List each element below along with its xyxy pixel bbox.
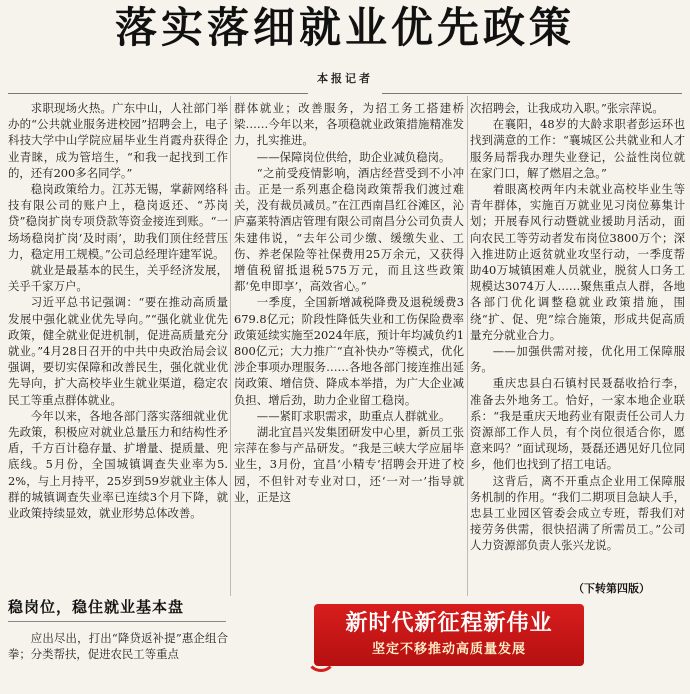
paragraph: “之前受疫情影响，酒店经营受到不小冲击。正是一系列惠企稳岗政策帮我们渡过难关，没有裁员减员。”在江西南昌红谷滩区，沁庐嘉莱特酒店管理有限公司南昌分公司负责人朱建伟说，“去年公司少缴、缓缴失业、工伤、养老保险等社保费用25万余元，又获得增值税留抵退税575万元，而且这些政策都‘免申即享’，高效省心。” [234,165,464,294]
paragraph: 着眼离校两年内未就业高校毕业生等青年群体，实施百万就业见习岗位募集计划；开展春风行动暨就业援助月活动，面向农民工等劳动者发布岗位3800万个；深入推进防止返贫就业攻坚行动，一季度帮助40万城镇困难人员就业，脱贫人口务工规模达3074万人……聚焦重点人群，各地各部门优化调整稳就业政策措施，围绕“扩、促、兜”综合施策，形成共促高质量充分就业合力。 [470,182,685,342]
paragraph: 群体就业；改善服务，为招工务工搭建桥梁……今年以来，各项稳就业政策措施精准发力，扎实推进。 [234,101,464,148]
section-subheading: 稳岗位，稳住就业基本盘 [8,598,185,616]
byline: 本报记者 [317,72,373,85]
paragraph: ——保障岗位供给，助企业减负稳岗。 [256,149,451,164]
article-column-2 [234,100,464,656]
paragraph: 应出尽出，打出“降贷返补提”惠企组合拳；分类帮扶，促进农民工等重点 [8,631,228,662]
paragraph: 湖北宜昌兴发集团研发中心里，新员工张宗萍在参与产品研发。“我是三峡大学应届毕业生，3月份，宜昌‘小精专’招聘会开进了校园，不但针对专业对口，还‘一对一’指导就业，正是这 [234,425,464,504]
page-headline: 落实落细就业优先政策 [114,3,575,52]
banner-subtitle: 坚定不移推动高质量发展 [371,642,526,657]
article-column-1 [8,100,228,582]
paragraph: 这背后，离不开重点企业用工保障服务机制的作用。“我们二期项目急缺人手，忠县工业园区管委会成立专班，帮我们对接劳务供需，很快招满了所需员工。”公司人力资源部负责人张兴龙说。 [470,473,685,553]
paragraph: ——紧盯求职需求，助重点人群就业。 [256,408,451,423]
paragraph: ——加强供需对接，优化用工保障服务。 [470,344,685,375]
continued-note: （下转第四版） [573,582,650,595]
banner-swoosh-icon [306,642,336,672]
byline-rule-right [382,93,682,94]
column-divider [467,96,468,596]
paragraph: 一季度，全国新增减税降费及退税缓费3679.8亿元；阶段性降低失业和工伤保险费率政策延续实施至2024年底，预计年均减负约1800亿元；大力推广“直补快办”等模式，优化涉企事项办理服务……各地各部门接连推出延岗政策、增信贷、降成本举措，为广大企业减负担、增后劲，助力企业留工稳岗。 [234,295,464,407]
paragraph: 就业是最基本的民生，关乎经济发展，关乎千家万户。 [8,263,228,294]
banner-title: 新时代新征程新伟业 [345,611,553,636]
paragraph: 今年以来，各地各部门落实落细就业优先政策，积极应对就业总量压力和结构性矛盾，千方百计稳存量、扩增量、提质量、兜底线。5月份，全国城镇调查失业率为5.2%，与上月持平，25岁到59岁就业主体人群的城镇调查失业率已连续3个月下降，就业政策持续显效，就业形势总体改善。 [8,408,228,521]
paragraph: 重庆忠县白石镇村民聂磊收拾行李，准备去外地务工。恰好，一家本地企业联系：“我是重庆天地药业有限责任公司人力资源部工作人员，有个岗位很适合你，愿意来吗？”面试现场，聂磊还遇见好几位同乡，他们也找到了招工电话。 [470,376,685,472]
column-divider [230,96,231,596]
subheading-rule [8,621,226,622]
paragraph: 次招聘会，让我成功入职。”张宗萍说。 [470,101,664,115]
byline-rule-left [8,93,308,94]
paragraph: 在襄阳，48岁的大龄求职者彭运环也找到满意的工作：“襄城区公共就业和人才服务局帮我办理失业登记，公益性岗位就在家门口，解了燃眉之急。” [470,117,685,180]
article-column-1-continued [8,630,228,670]
paragraph: 习近平总书记强调：“要在推动高质量发展中强化就业优先导向。”“强化就业优先政策，健全就业促进机制，促进高质量充分就业。”4月28日召开的中共中央政治局会议强调，要切实保障和改善民生，强化就业优先导向，扩大高校毕业生就业渠道，稳定农民工等重点群体就业。 [8,295,228,407]
paragraph: 求职现场火热。广东中山，人社部门举办的“公共就业服务进校园”招聘会上，电子科技大学中山学院应届毕业生肖霞舟获得企业青睐，成为管培生，“和我一起找到工作的，还有200多名同学。” [8,101,228,180]
column-banner [314,604,584,666]
paragraph: 稳岗政策给力。江苏无锡，掌薪网络科技有限公司的账户上，稳岗返还、“苏岗贷”稳岗扩岗专项贷款等资金接连到账。“一场场稳岗扩岗‘及时雨’，助我们顶住经营压力，稳定用工规模。”公司总经理许建军说。 [8,182,228,261]
